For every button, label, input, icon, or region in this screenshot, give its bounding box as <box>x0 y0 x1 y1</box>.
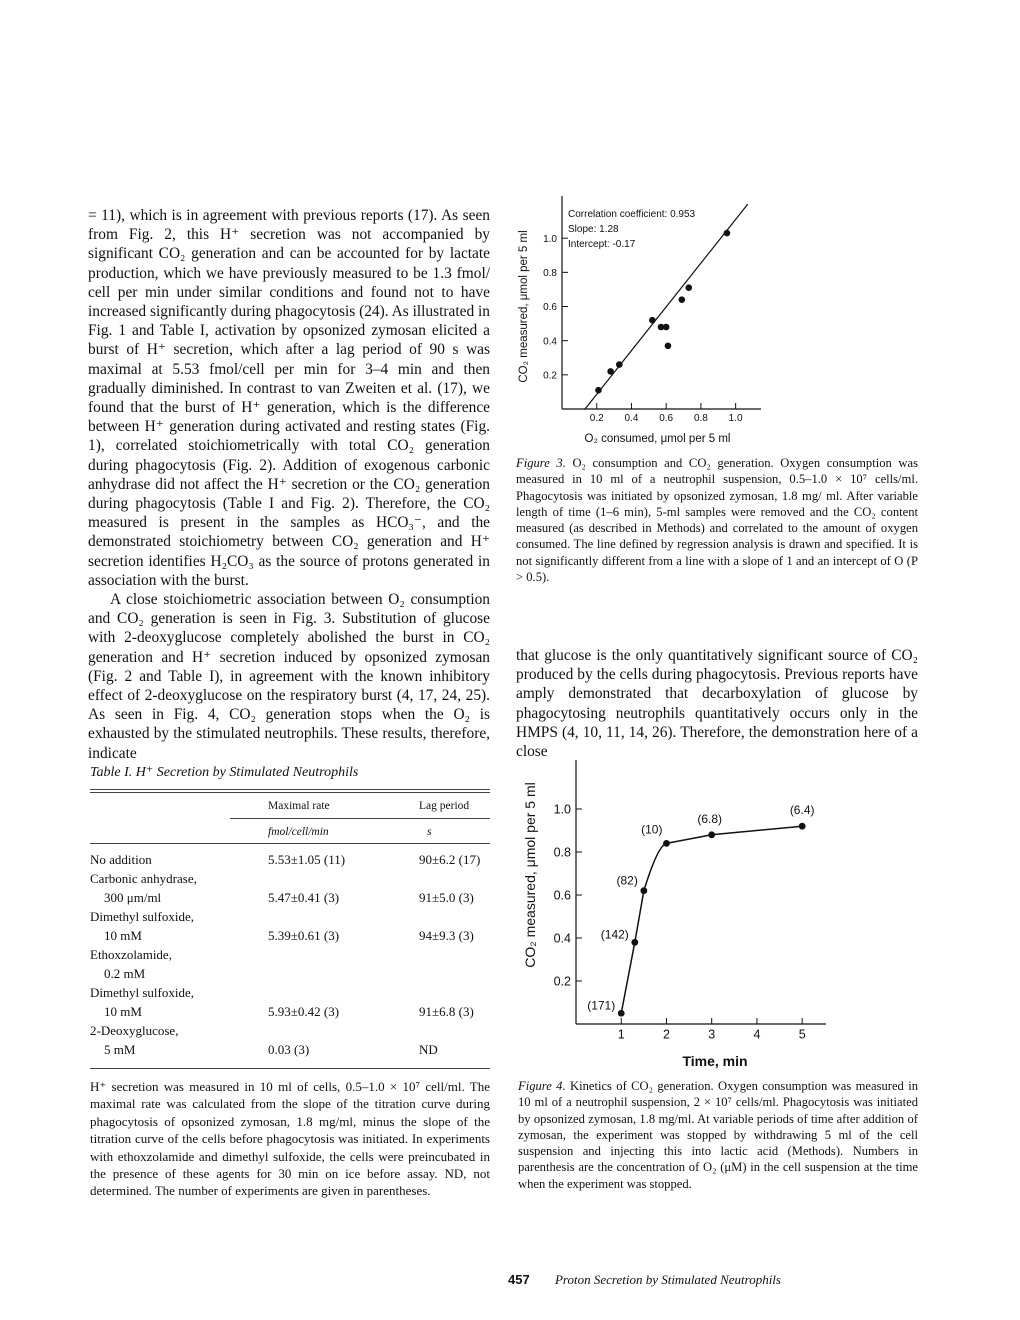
data-point <box>663 324 670 331</box>
y-tick-label: 0.2 <box>543 370 557 382</box>
y-tick-label: 0.6 <box>553 888 571 903</box>
y-tick-label: 1.0 <box>553 802 571 817</box>
table-column-header: Maximal rate <box>268 800 330 812</box>
right-column-text <box>516 646 918 761</box>
data-label: (171) <box>587 998 616 1013</box>
figure4-label: Figure 4. <box>518 1079 566 1093</box>
regression-annotation: Correlation coefficient: 0.953 <box>568 209 696 220</box>
table1-title: Table I. H⁺ Secretion by Stimulated Neutrophils <box>90 765 359 780</box>
table-cell-rate: 5.53±1.05 (11) <box>268 852 346 867</box>
data-point <box>649 317 656 324</box>
series-line <box>621 826 802 1013</box>
x-tick-label: 3 <box>708 1027 716 1042</box>
table-top-rule <box>90 789 490 790</box>
figure4-caption-text: Kinetics of CO₂ generation. Oxygen consumption was measured in 10 ml of a neutrophil suspension, 2 × 10⁷ cells/ml. Phagocytosis was initiated by opsonized zymosan, 1.8 mg/ml. At variable periods of time after addition of zymosan, the experiment was stopped by withdrawing 5 ml of the cell suspension and injecting this into lactic acid (Methods). Numbers in parenthesis are the concentration of O₂ (μM) in the cell suspension at the time when the experiment was stopped. <box>518 1079 918 1191</box>
page-number: 457 <box>508 1272 530 1287</box>
table-row-label: 10 mM <box>104 1004 142 1019</box>
y-tick-label: 0.4 <box>553 931 571 946</box>
table-row-label: Dimethyl sulfoxide, <box>90 985 194 1000</box>
figure4-chart <box>508 760 828 1072</box>
data-point <box>724 230 731 237</box>
data-point <box>663 840 670 847</box>
x-axis-label: Time, min <box>682 1053 748 1069</box>
x-tick-label: 0.6 <box>659 413 674 424</box>
data-point <box>607 368 614 375</box>
table-row-label: 0.2 mM <box>104 966 146 981</box>
table-header-rule <box>90 843 490 844</box>
table-cell-lag: ND <box>419 1042 438 1057</box>
table-row-label: 5 mM <box>104 1042 136 1057</box>
table-unit: fmol/cell/min <box>268 826 329 838</box>
data-point <box>679 296 686 303</box>
data-label: (10) <box>641 822 663 837</box>
table-top-rule <box>90 792 490 793</box>
table-row-label: No addition <box>90 852 152 867</box>
y-tick-label: 0.8 <box>553 845 571 860</box>
figure3-caption-text: O₂ consumption and CO₂ generation. Oxygen consumption was measured in 10 ml of a neutrophil suspension, 0.5–1.0 × 10⁷ cells/ml. Phagocytosis was initiated by opsonized zymosan, 1.8 mg/ ml. After variable length of time (1–6 min), 5-ml samples were removed and the CO₂ content measured (as described in Methods) and correlated to the amount of oxygen consumed. The line defined by regression analysis is drawn and specified. It is not significantly different from a line with a slope of 1 and an intercept of O (P > 0.5). <box>516 456 918 585</box>
y-tick-label: 0.8 <box>543 267 557 279</box>
figure3-label: Figure 3. <box>516 456 566 470</box>
data-point <box>708 831 715 838</box>
figure3-caption <box>516 455 918 585</box>
y-axis-label: CO₂ measured, μmol per 5 ml <box>522 782 538 968</box>
table-column-header: Lag period <box>419 800 470 812</box>
x-tick-label: 4 <box>753 1027 761 1042</box>
x-tick-label: 5 <box>798 1027 806 1042</box>
table-row-label: Dimethyl sulfoxide, <box>90 909 194 924</box>
table-cell-lag: 94±9.3 (3) <box>419 928 474 943</box>
paragraph: that glucose is the only quantitatively significant source of CO₂ produced by the cells during phagocytosis. Previous reports have amply demonstrated that decarboxylation of glucose by phagocytosing neutrophils quantitatively occurs only in the HMPS (4, 10, 11, 14, 26). Therefore, the demonstration here of a close <box>516 647 918 761</box>
table-cell-lag: 91±6.8 (3) <box>419 1004 474 1019</box>
table-header-rule <box>230 818 490 819</box>
x-tick-label: 1 <box>617 1027 625 1042</box>
table-cell-rate: 5.47±0.41 (3) <box>268 890 340 905</box>
data-label: (6.4) <box>789 803 815 818</box>
data-label: (82) <box>616 873 638 888</box>
figure3-chart <box>508 196 788 454</box>
figure4-caption <box>518 1078 918 1192</box>
data-point <box>665 342 672 349</box>
table-row-label: Carbonic anhydrase, <box>90 871 197 886</box>
regression-annotation: Intercept: -0.17 <box>568 239 636 250</box>
page-footer <box>508 1272 781 1288</box>
x-tick-label: 2 <box>662 1027 670 1042</box>
running-title: Proton Secretion by Stimulated Neutrophils <box>554 1272 781 1287</box>
table1-footnote: H⁺ secretion was measured in 10 ml of cells, 0.5–1.0 × 10⁷ cell/ml. The maximal rate was calculated from the slope of the titration curve during phagocytosis of opsonized zymosan, 1.8 mg/ml, minus the slope of the titration curve of the cells before phagocytosis was initiated. In experiments with ethoxzolamide and dimethyl sulfoxide, the cells were preincubated in the presence of these agents for 30 min on ice before assay. ND, not determined. The number of experiments are given in parentheses. <box>90 1079 490 1199</box>
data-point <box>616 361 623 368</box>
x-tick-label: 0.4 <box>624 413 639 424</box>
table-row-label: 10 mM <box>104 928 142 943</box>
table-cell-rate: 5.39±0.61 (3) <box>268 928 340 943</box>
x-tick-label: 0.8 <box>693 413 708 424</box>
y-tick-label: 0.4 <box>543 336 557 348</box>
regression-annotation: Slope: 1.28 <box>568 224 619 235</box>
left-column-text <box>88 206 490 763</box>
y-tick-label: 1.0 <box>543 233 557 245</box>
table-bottom-rule <box>90 1068 490 1069</box>
y-axis-label: CO₂ measured, μmol per 5 ml <box>518 230 530 383</box>
y-tick-label: 0.2 <box>553 974 571 989</box>
paragraph: A close stoichiometric association between O₂ consumption and CO₂ generation is seen in Fig. 3. Substitution of glucose with 2-deoxyglucose completely abolished the burst in CO₂ generation and H⁺ secretion induced by opsonized zymosan (Fig. 2 and Table I), in agreement with the known inhibitory effect of 2-deoxyglucose on the respiratory burst (4, 17, 24, 25). As seen in Fig. 4, CO₂ generation stops when the O₂ is exhausted by the stimulated neutrophils. These results, therefore, indicate <box>88 591 490 762</box>
y-tick-label: 0.6 <box>543 302 557 314</box>
data-label: (6.8) <box>697 811 723 826</box>
table-cell-lag: 91±5.0 (3) <box>419 890 474 905</box>
data-point <box>799 823 806 830</box>
x-tick-label: 1.0 <box>728 413 743 424</box>
table-row-label: Ethoxzolamide, <box>90 947 172 962</box>
table-cell-rate: 0.03 (3) <box>268 1042 310 1057</box>
data-point <box>640 887 647 894</box>
paragraph: = 11), which is in agreement with previous reports (17). As seen from Fig. 2, this H⁺ secretion was not accompanied by significant CO₂ generation and can be accounted for by lactate production, which we have previously measured to be 1.3 fmol/ cell per min under similar conditions and found not to have increased significantly during phagocytosis (24). As illustrated in Fig. 1 and Table I, activation by opsonized zymosan elicited a burst of H⁺ secretion, which after a lag period of 90 s was maximal at 5.53 fmol/cell per min for 3–4 min and then gradually diminished. In contrast to van Zweiten et al. (17), we found that the burst of H⁺ generation, which is the difference between H⁺ generation during activated and resting states (Fig. 1), correlated stoichiometrically with total CO₂ generation during phagocytosis (Fig. 2). Addition of exogenous carbonic anhydrase did not affect the H⁺ secretion or the CO₂ generation during phagocytosis (Table I and Fig. 2). Therefore, the CO₂ measured is present in the samples as HCO₃⁻, and the demonstrated stoichiometry between CO₂ generation and H⁺ secretion identifies H₂CO₃ as the source of protons generated in association with the burst. <box>88 207 490 589</box>
data-point <box>685 284 692 291</box>
table-row-label: 2-Deoxyglucose, <box>90 1023 179 1038</box>
x-tick-label: 0.2 <box>589 413 604 424</box>
table-cell-lag: 90±6.2 (17) <box>419 852 481 867</box>
data-label: (142) <box>600 927 629 942</box>
table-cell-rate: 5.93±0.42 (3) <box>268 1004 340 1019</box>
data-point <box>631 939 638 946</box>
x-axis-label: O₂ consumed, μmol per 5 ml <box>584 433 731 445</box>
data-point <box>595 387 602 394</box>
table-row-label: 300 μm/ml <box>104 890 162 905</box>
table-unit: s <box>427 826 432 838</box>
data-point <box>618 1010 625 1017</box>
